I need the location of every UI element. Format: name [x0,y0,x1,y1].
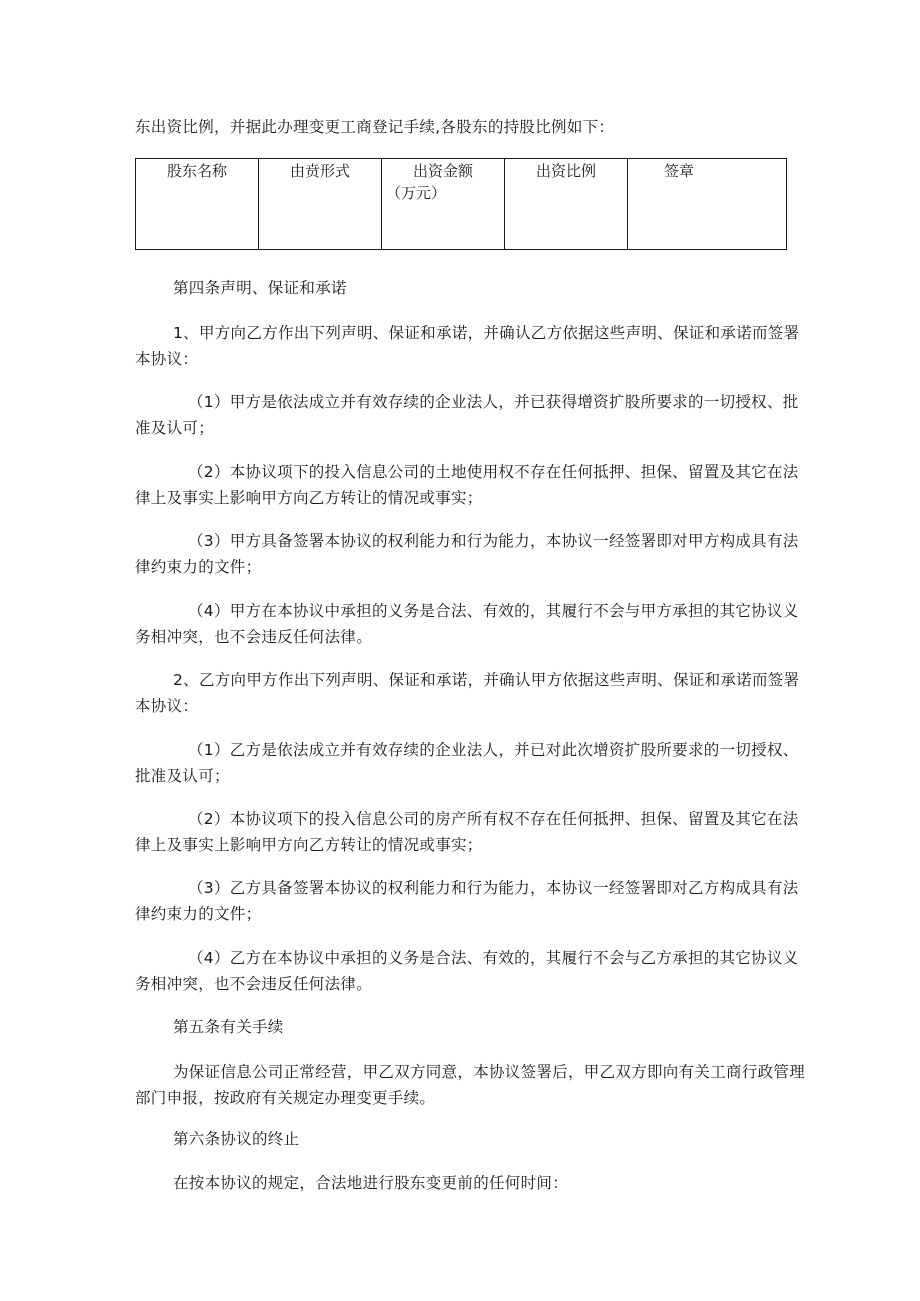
article4-p1-item3-line1: （3）甲方具备签署本协议的权利能力和行为能力，本协议一经签署即对甲方构成具有法 [188,532,799,550]
article4-p2-line1: 2、乙方向甲方作出下列声明、保证和承诺，并确认甲方依据这些声明、保证和承诺而签署 [173,671,800,689]
article4-p2-item4-line1: （4）乙方在本协议中承担的义务是合法、有效的，其履行不会与乙方承担的其它协议义 [188,949,799,967]
article4-title: 第四条声明、保证和承诺 [173,279,347,297]
article4-p1-item2-line1: （2）本协议项下的投入信息公司的土地使用权不存在任何抵押、担保、留置及其它在法 [188,463,799,481]
article4-p2-item2-line2: 律上及事实上影响甲方向乙方转让的情况或事实； [135,836,483,854]
article4-p2-item3-line2: 律约束力的文件； [135,905,262,923]
intro-line: 东出资比例，并据此办理变更工商登记手续,各股东的持股比例如下： [135,118,615,136]
article5-body-line1: 为保证信息公司正常经营，甲乙双方同意，本协议签署后，甲乙双方即向有关工商行政管理 [173,1063,806,1081]
amount-unit: （万元） [386,184,447,202]
article4-p2-item1-line2: 批准及认可； [135,767,230,785]
table-header-seal [628,159,786,249]
article4-p2-item4-line2: 务相冲突，也不会违反任何法律。 [135,975,373,993]
article4-p2-line2: 本协议： [135,697,199,715]
article4-p1-item4-line1: （4）甲方在本协议中承担的义务是合法、有效的，其履行不会与甲方承担的其它协议义 [188,602,799,620]
header-label: 出资比例 [535,162,596,180]
article4-p1-item4-line2: 务相冲突，也不会违反任何法律。 [135,628,373,646]
article4-p2-item3-line1: （3）乙方具备签署本协议的权利能力和行为能力，本协议一经签署即对乙方构成具有法 [188,879,799,897]
article4-p1-item1-line2: 准及认可； [135,419,215,437]
table-header-shareholder-name [136,159,259,249]
header-label: 股东名称 [166,162,227,180]
article4-p1-line1: 1、甲方向乙方作出下列声明、保证和承诺，并确认乙方依据这些声明、保证和承诺而签署 [173,324,800,342]
article5-body-line2: 部门申报，按政府有关规定办理变更手续。 [135,1089,436,1107]
table-header-contribution-form [259,159,382,249]
table-header-contribution-amount [382,159,505,249]
article4-p2-item1-line1: （1）乙方是依法成立并有效存续的企业法人，并已对此次增资扩股所要求的一切授权、 [188,741,799,759]
article6-body: 在按本协议的规定，合法地进行股东变更前的任何时间： [173,1174,569,1192]
article4-p2-item2-line1: （2）本协议项下的投入信息公司的房产所有权不存在任何抵押、担保、留置及其它在法 [188,810,799,828]
header-label: 出资金额 [412,162,473,180]
table-header-contribution-ratio [505,159,628,249]
article4-p1-item3-line2: 律约束力的文件； [135,558,262,576]
shareholder-table [135,158,787,250]
article4-p1-item2-line2: 律上及事实上影响甲方向乙方转让的情况或事实； [135,489,483,507]
article4-p1-item1-line1: （1）甲方是依法成立并有效存续的企业法人，并已获得增资扩股所要求的一切授权、批 [188,393,799,411]
header-label: 签章 [664,162,695,180]
article6-title: 第六条协议的终止 [173,1130,300,1148]
article5-title: 第五条有关手续 [173,1018,284,1036]
header-label: 由贲形式 [289,162,350,180]
article4-p1-line2: 本协议： [135,350,199,368]
